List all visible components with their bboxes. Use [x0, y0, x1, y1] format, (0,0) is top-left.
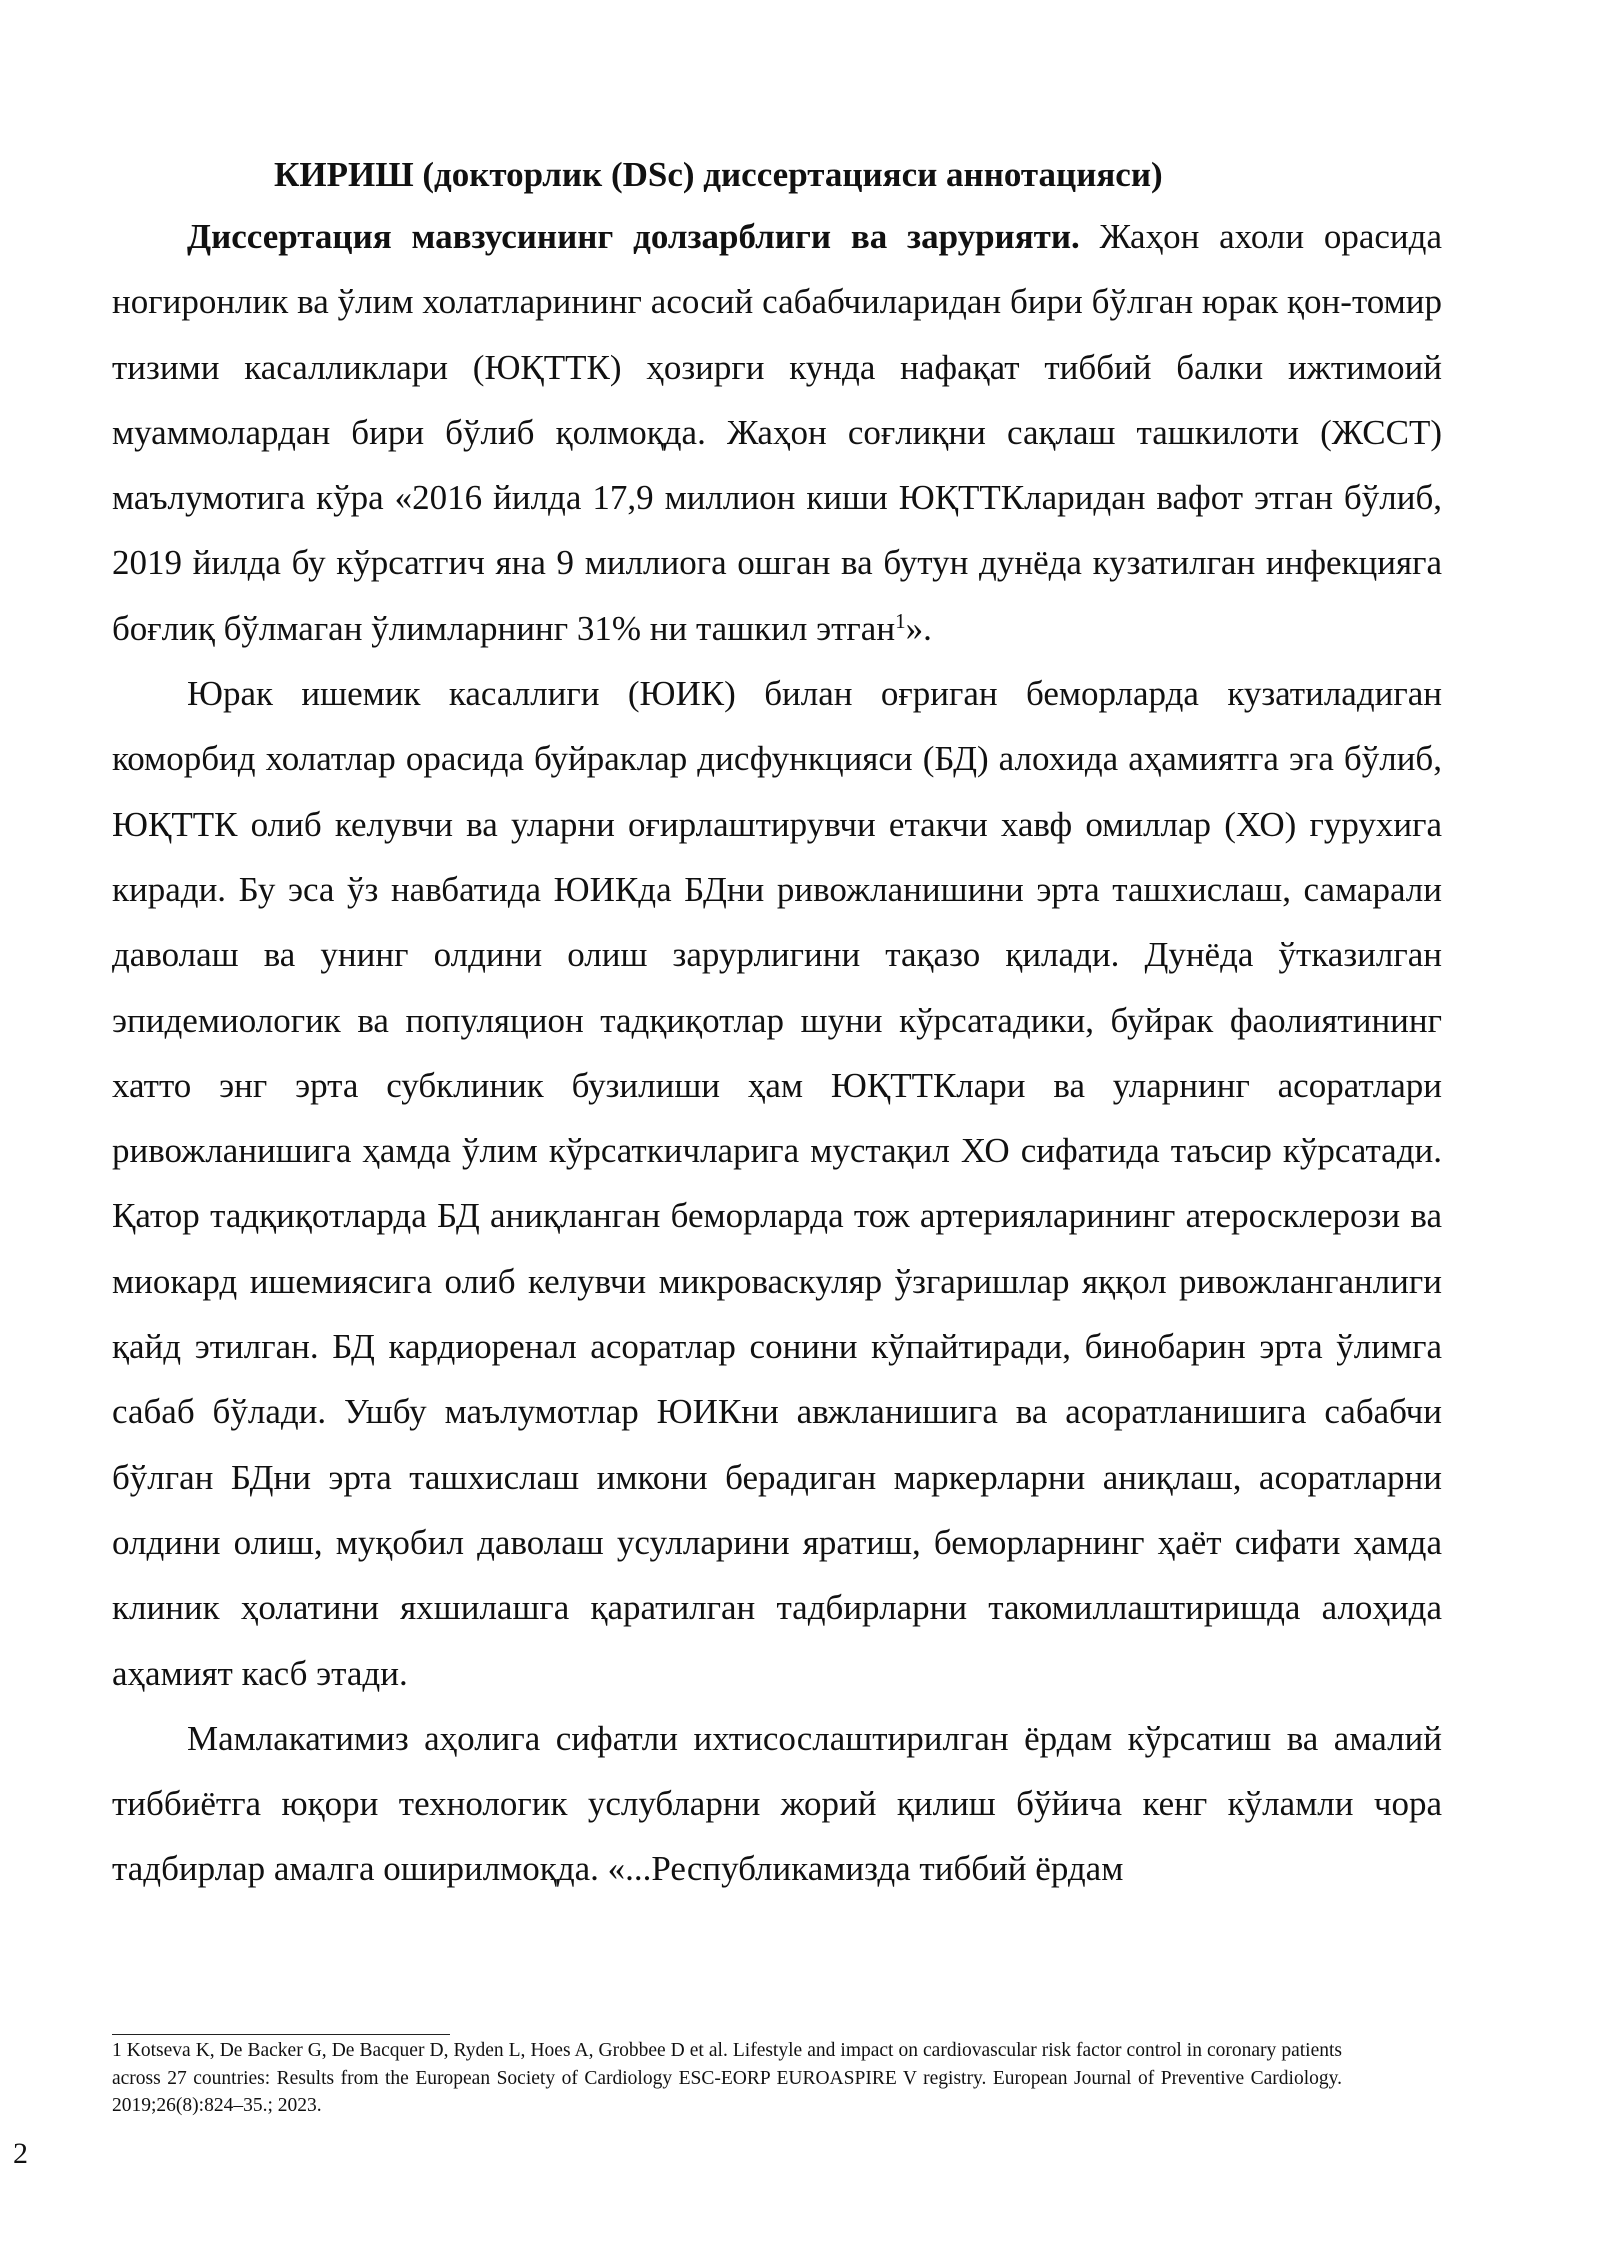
page-number: 2 [13, 2137, 28, 2170]
paragraph-text-end: ». [905, 608, 932, 648]
footnote-reference[interactable]: 1 [895, 608, 906, 633]
paragraph-lead-heading: Диссертация мавзусининг долзарблиги ва зарурияти. [187, 217, 1080, 256]
footnote-separator [112, 2034, 450, 2035]
paragraph-national-measures: Мамлакатимиз аҳолига сифатли ихтисослаштирилган ёрдам кўрсатиш ва амалий тиббиётга юқори технологик услубларни жорий қилиш бўйича кенг кўламли чора тадбирлар амалга оширилмоқда. «...Республикамизда тиббий ёрдам [112, 1718, 1442, 1889]
page-body [112, 150, 1442, 1902]
paragraph-kidney-dysfunction: Юрак ишемик касаллиги (ЮИК) билан оғриган беморларда кузатиладиган коморбид холатлар орасида буйраклар дисфункцияси (БД) алохида аҳамиятга эга бўлиб, ЮҚТТК олиб келувчи ва уларни оғирлаштирувчи етакчи хавф омиллар (ХО) гурухига киради. Бу эса ўз навбатида ЮИКда БДни ривожланишини эрта ташхислаш, самарали даволаш ва унинг олдини олиш зарурлигини тақазо қилади. Дунёда ўтказилган эпидемиологик ва популяцион тадқиқотлар шуни кўрсатадики, буйрак фаолиятининг хатто энг эрта субклиник бузилиши ҳам ЮҚТТКлари ва уларнинг асоратлари ривожланишига ҳамда ўлим кўрсаткичларига мустақил ХО сифатида таъсир кўрсатади. Қатор тадқиқотларда БД аниқланган беморларда тож артерияларининг атеросклерози ва миокард ишемиясига олиб келувчи микроваскуляр ўзгаришлар яққол ривожланганлиги қайд этилган. БД кардиоренал асоратлар сонини кўпайтиради, бинобарин эрта ўлимга сабаб бўлади. Ушбу маълумотлар ЮИКни авжланишига ва асоратланишига сабабчи бўлган БДни эрта ташхислаш имкони берадиган маркерларни аниқлаш, асоратларни олдини олиш, муқобил даволаш усулларини яратиш, беморларнинг ҳаёт сифати ҳамда клиник ҳолатини яхшилашга қаратилган тадбирларни такомиллаштиришда алоҳида аҳамият касб этади. [112, 674, 1442, 1693]
paragraph-text: Жаҳон ахоли орасида ногиронлик ва ўлим холатларининг асосий сабабчиларидан бири бўлган юрак қон-томир тизими касалликлари (ЮҚТТК) ҳозирги кунда нафақат тиббий балки ижтимоий муаммолардан бири бўлиб қолмоқда. Жаҳон соғлиқни сақлаш ташкилоти (ЖССТ) маълумотига кўра «2016 йилда 17,9 миллион киши ЮҚТТКларидан вафот этган бўлиб, 2019 йилда бу кўрсатгич яна 9 миллиога ошган ва бутун дунёда кузатилган инфекцияга боғлиқ бўлмаган ўлимларнинг 31% ни ташкил этган [112, 217, 1442, 648]
footnote: 1 Kotseva K, De Backer G, De Bacquer D, Ryden L, Hoes A, Grobbee D et al. Lifestyle and impact on cardiovascular risk factor control in coronary patients across 27 countries: Results from the European Society of Cardiology ESC-EORP EUROASPIRE V registry. European Journal of Preventive Cardiology. 2019;26(8):824–35.; 2023. [112, 2040, 1342, 2116]
paragraph-relevance [112, 204, 1442, 661]
section-title: КИРИШ (докторлик (DSc) диссертацияси аннотацияси) [274, 155, 1163, 194]
